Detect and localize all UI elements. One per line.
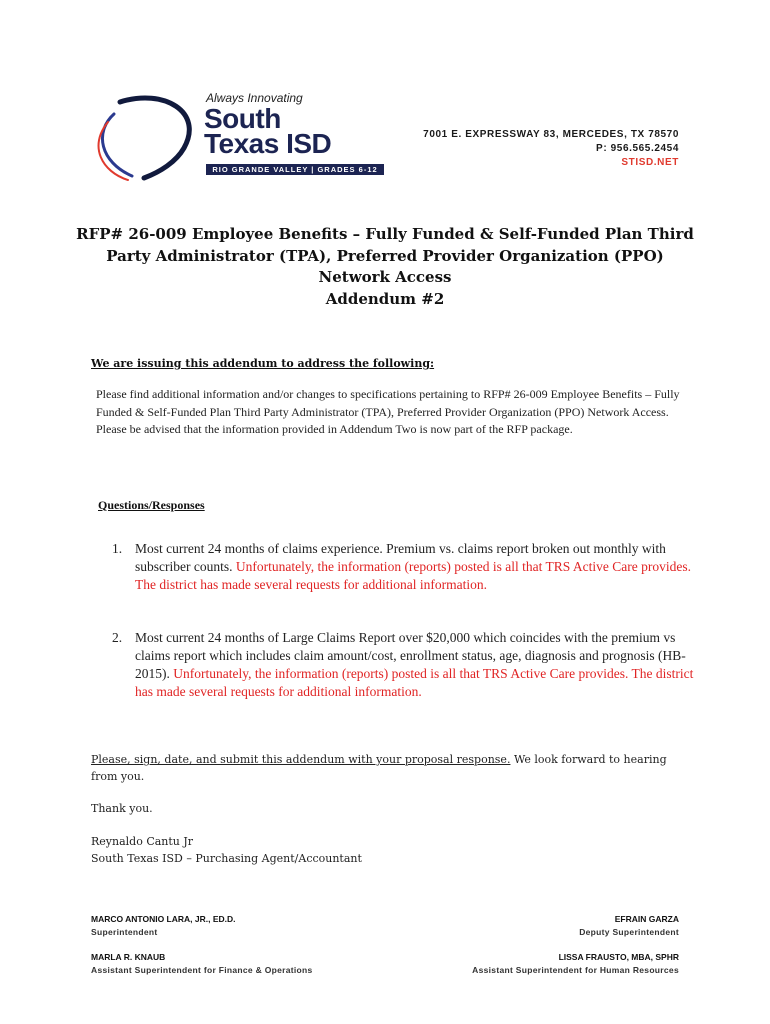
intro-heading: We are issuing this addendum to address the following: [91,357,435,370]
question-number: 2. [112,630,123,645]
closing-followup: We look forward to hearing from you. [91,753,667,783]
intro-paragraph: Please find additional information and/or changes to specifications pertaining to RFP# 26-009 Employee Benefits – Fully Funded & Self-Funded Plan Third Party Administrator (TPA), Preferred Provider Organization (PPO) Network Access. Please be advised that the information provided in Addendum Two is now part of the RFP package. [96,387,680,436]
logo-wordmark-line2: Texas ISD [204,128,332,159]
submit-instruction: Please, sign, date, and submit this addendum with your proposal response. [91,753,511,766]
staff-name: LISSA FRAUSTO, MBA, SPHR [558,952,679,962]
title-line-2: Party Administrator (TPA), Preferred Provider Organization (PPO) [106,246,664,265]
staff-superintendent [91,913,236,939]
thanks-line: Thank you. [91,802,153,815]
title-line-3: Network Access [318,268,452,286]
logo-wordmark [204,103,332,159]
street-address: 7001 E. EXPRESSWAY 83, MERCEDES, TX 78570 [423,129,679,140]
swoosh-logo-icon [92,90,202,185]
question-number: 1. [112,541,123,556]
logo-wordmark-line1: South [204,103,281,134]
question-text: Most current 24 months of claims experience. Premium vs. claims report broken out monthly with subscriber counts. [135,541,666,574]
website-link[interactable]: STISD.NET [621,157,679,168]
district-logo [92,90,392,185]
phone-number: P: 956.565.2454 [596,143,679,154]
title-line-1: RFP# 26-009 Employee Benefits – Fully Funded & Self-Funded Plan Third [76,225,694,243]
staff-asst-hr [472,951,679,977]
logo-subtitle-bar: RIO GRANDE VALLEY | GRADES 6-12 [206,164,384,175]
response-text: Unfortunately, the information (reports) posted is all that TRS Active Care provides. The district has made several requests for additional information. [135,559,692,592]
question-text: Most current 24 months of Large Claims Report over $20,000 which coincides with the premium vs claims report which includes claim amount/cost, enrollment status, age, diagnosis and prognosis (HB-2015). [135,630,686,681]
logo-tagline: Always Innovating [206,91,303,105]
signer-title: South Texas ISD – Purchasing Agent/Accountant [91,852,362,865]
question-item-1 [112,540,702,594]
staff-role: Deputy Superintendent [579,927,679,937]
closing-paragraph [91,752,691,785]
staff-name: MARLA R. KNAUB [91,952,166,962]
contact-block [423,128,679,170]
question-item-2 [112,629,702,701]
staff-name: MARCO ANTONIO LARA, JR., ED.D. [91,914,236,924]
staff-asst-finance [91,951,313,977]
staff-role: Superintendent [91,927,158,937]
staff-name: EFRAIN GARZA [614,914,679,924]
title-line-4: Addendum #2 [325,289,445,308]
questions-heading: Questions/Responses [98,498,205,512]
response-text: Unfortunately, the information (reports) posted is all that TRS Active Care provides. The district has made several requests for additional information. [135,666,694,699]
document-title [60,224,710,310]
staff-deputy-superintendent [579,913,679,939]
staff-role: Assistant Superintendent for Finance & Operations [91,965,313,975]
staff-role: Assistant Superintendent for Human Resources [472,965,679,975]
signer-name: Reynaldo Cantu Jr [91,835,194,848]
